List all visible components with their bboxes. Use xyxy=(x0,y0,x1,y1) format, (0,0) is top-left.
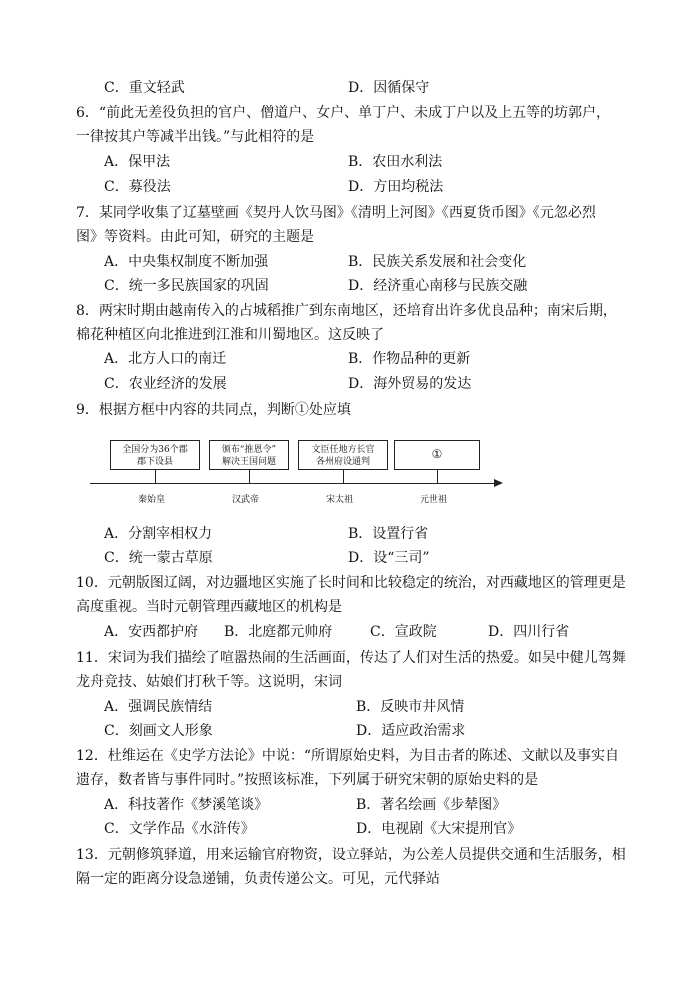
q11-option-c: C．刻画文人形象 xyxy=(104,723,213,739)
q8-stem-line1: 8．两宋时期由越南传入的占城稻推广到东南地区，还培育出许多优良品种；南宋后期， xyxy=(76,303,617,319)
q9-option-a: A．分割宰相权力 xyxy=(104,526,213,542)
timeline-tick-2 xyxy=(249,470,250,484)
q13-stem-line2: 隔一定的距离分设急递铺，负责传递公文。可见，元代驿站 xyxy=(76,871,440,887)
timeline-label-3: 宋太祖 xyxy=(326,495,354,505)
q6-option-c: C．募役法 xyxy=(104,179,171,195)
timeline-label-2: 汉武帝 xyxy=(232,495,260,505)
q10-stem-line1: 10．元朝版图辽阔，对边疆地区实施了长时间和比较稳定的统治，对西藏地区的管理更是 xyxy=(76,575,626,591)
box1-line2: 郡下设县 xyxy=(136,457,173,467)
q9-stem-line1: 9．根据方框中内容的共同点，判断①处应填 xyxy=(76,402,351,418)
q6-stem-line1: 6．“前此无差役负担的官户、僧道户、女户、单丁户、未成丁户以及上五等的坊郭户， xyxy=(76,105,611,121)
timeline-box-3 xyxy=(298,440,388,470)
box3-line1: 文臣任地方长官 xyxy=(311,445,375,455)
q6-option-d: D．方田均税法 xyxy=(348,179,444,195)
q9-timeline-diagram xyxy=(90,434,510,514)
box1-line1: 全国分为36个郡 xyxy=(122,445,188,455)
box3-line2: 各州府设通判 xyxy=(315,457,370,467)
q11-option-d: D．适应政治需求 xyxy=(356,723,466,739)
timeline-tick-1 xyxy=(155,470,156,484)
q6-option-a: A．保甲法 xyxy=(104,154,171,170)
q9-option-c: C．统一蒙古草原 xyxy=(104,550,213,566)
q11-stem-line2: 龙舟竞技、姑娘们打秋千等。这说明，宋词 xyxy=(76,674,342,690)
timeline-label-4: 元世祖 xyxy=(420,495,448,505)
q8-option-d: D．海外贸易的发达 xyxy=(348,376,472,392)
timeline-arrow-icon xyxy=(494,479,503,487)
timeline-box-2 xyxy=(209,440,289,470)
q11-option-b: B．反映市井风情 xyxy=(356,699,465,715)
box4-circled-one: ① xyxy=(431,447,443,461)
timeline-label-1: 秦始皇 xyxy=(138,495,166,505)
box2-line2: 解决王国问题 xyxy=(221,457,276,467)
q7-option-c: C．统一多民族国家的巩固 xyxy=(104,278,269,294)
q6-option-b: B．农田水利法 xyxy=(348,154,443,170)
q8-option-b: B．作物品种的更新 xyxy=(348,351,471,367)
timeline-tick-4 xyxy=(437,470,438,484)
timeline-box-1 xyxy=(110,440,200,470)
q13-stem-line1: 13．元朝修筑驿道，用来运输官府物资，设立驿站，为公差人员提供交通和生活服务，相 xyxy=(76,847,626,863)
q5-option-d: D．因循保守 xyxy=(348,80,430,96)
q6-stem-line2: 一律按其户等减半出钱。”与此相符的是 xyxy=(76,129,315,145)
q10-option-c: C．宣政院 xyxy=(370,624,437,640)
q12-option-d: D．电视剧《大宋提刑官》 xyxy=(356,821,522,837)
timeline-box-4-blank xyxy=(394,440,480,470)
q8-stem-line2: 棉花种植区向北推进到江淮和川蜀地区。这反映了 xyxy=(76,327,384,343)
q12-option-b: B．著名绘画《步辇图》 xyxy=(356,797,507,813)
q12-stem-line2: 遗存，数者皆与事件同时。”按照该标准，下列属于研究宋朝的原始史料的是 xyxy=(76,772,539,788)
q10-option-d: D．四川行省 xyxy=(488,624,570,640)
q10-stem-line2: 高度重视。当时元朝管理西藏地区的机构是 xyxy=(76,599,342,615)
q11-stem-line1: 11．宋词为我们描绘了喧嚣热闹的生活画面，传达了人们对生活的热爱。如吴中健儿驾舞 xyxy=(76,650,626,666)
q5-option-c: C．重文轻武 xyxy=(104,80,185,96)
timeline-tick-3 xyxy=(343,470,344,484)
q10-option-a: A．安西都护府 xyxy=(104,624,199,640)
q7-stem-line2: 图》等资料。由此可知，研究的主题是 xyxy=(76,229,314,245)
q8-option-a: A．北方人口的南迁 xyxy=(104,351,227,367)
q7-option-b: B．民族关系发展和社会变化 xyxy=(348,254,527,270)
timeline-axis xyxy=(90,483,498,484)
q7-option-a: A．中央集权制度不断加强 xyxy=(104,254,269,270)
q12-stem-line1: 12．杜维运在《史学方法论》中说：“所谓原始史料，为目击者的陈述、文献以及事实自 xyxy=(76,748,619,764)
q11-option-a: A．强调民族情结 xyxy=(104,699,213,715)
q9-option-b: B．设置行省 xyxy=(348,526,429,542)
q7-stem-line1: 7．某同学收集了辽墓壁画《契丹人饮马图》《清明上河图》《西夏货币图》《元忽必烈 xyxy=(76,205,596,221)
q7-option-d: D．经济重心南移与民族交融 xyxy=(348,278,528,294)
q12-option-a: A．科技著作《梦溪笔谈》 xyxy=(104,797,269,813)
q9-option-d: D．设“三司” xyxy=(348,550,430,566)
box2-line1: 颁布“推恩令” xyxy=(221,445,277,455)
q8-option-c: C．农业经济的发展 xyxy=(104,376,227,392)
q12-option-c: C．文学作品《水浒传》 xyxy=(104,821,255,837)
q10-option-b: B．北庭都元帅府 xyxy=(224,624,333,640)
